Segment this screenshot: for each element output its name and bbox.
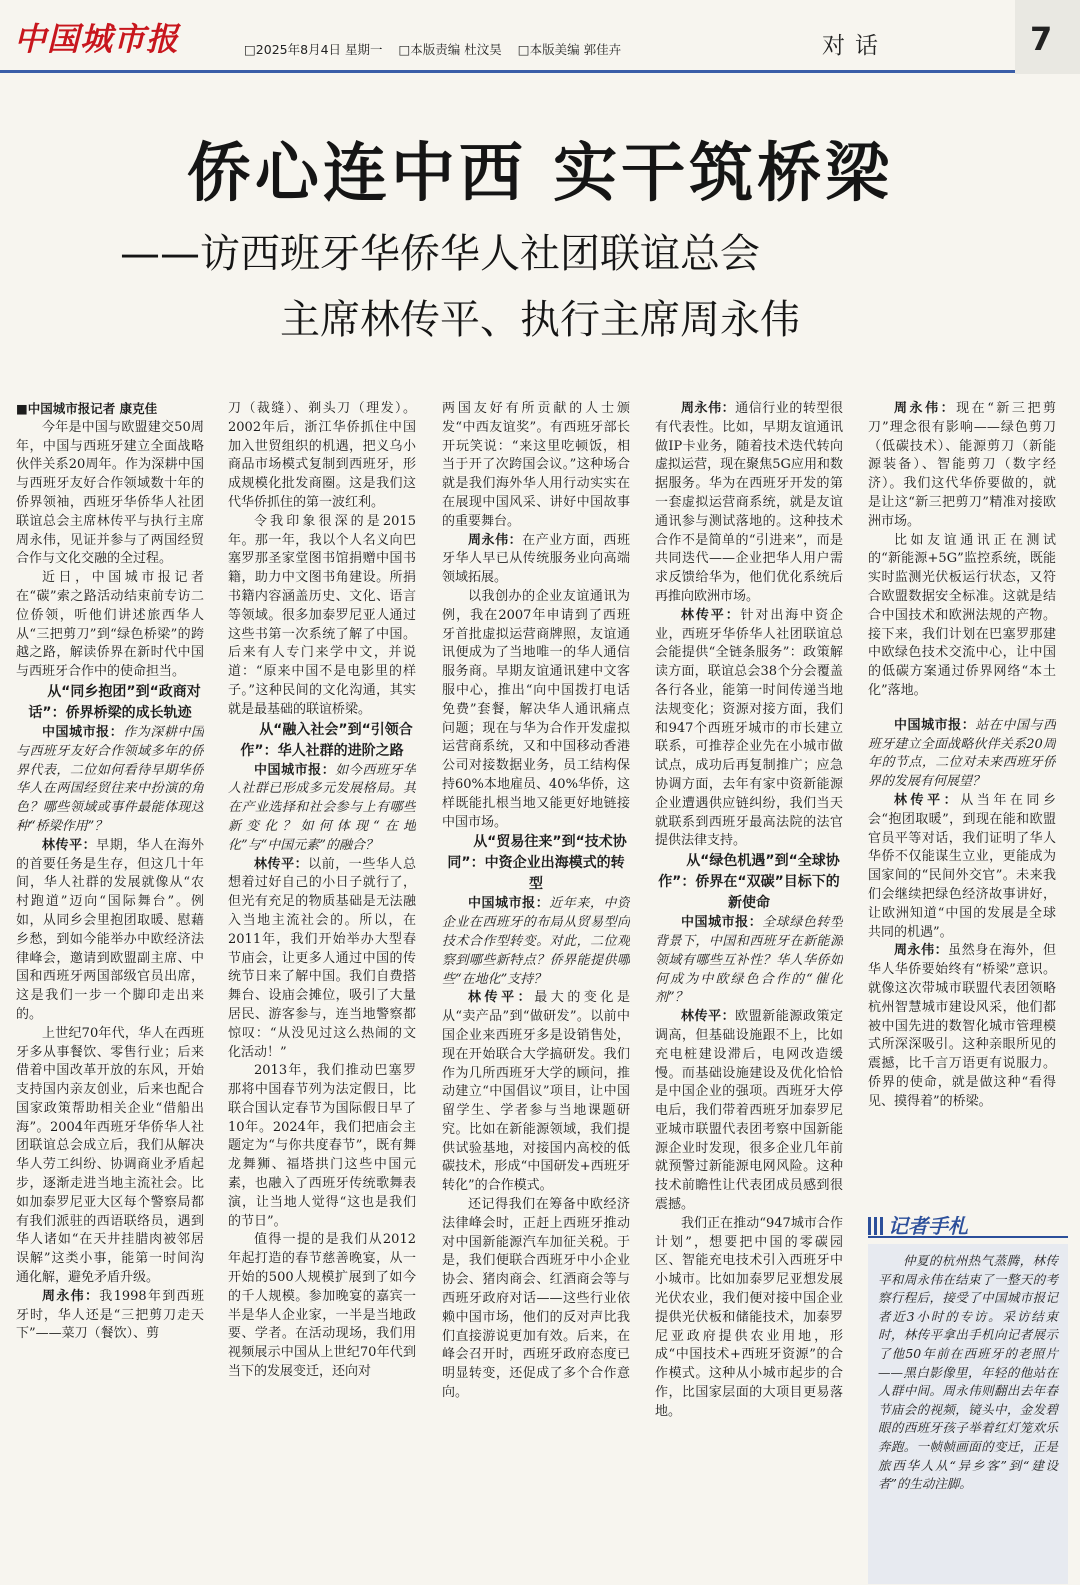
article-column-2 [228,400,416,1585]
speaker-label: 周永伟： [894,401,957,416]
section-heading: 从“同乡抱团”到“政商对话”：侨界桥梁的成长轨迹 [28,683,201,721]
section-name: 对话 [822,33,888,59]
answer-text: 针对出海中资企业，西班牙华侨华人社团联谊总会能提供“全链条服务”：政策解读方面，联谊总会38个分会覆盖各行各业，能第一时间传递当地法规变化；资源对接方面，我们和947个西班牙城市的市长建立联系，可推荐企业先在小城市做试点，成功后再复制推广；应急协调方面，去年有家中资新能源企业遭遇供应链纠纷，我们当天就联系到西班牙最高法院的法官提供法律支持。 [655,607,843,849]
answer-paragraph [442,532,630,588]
answer-text: 以前，一些华人总想着过好自己的小日子就行了，但光有充足的物质基础是无法融入当地主流社会的。所以，在2011年，我们开始举办大型春节庙会，让更多人通过中国的传统节日来了解中国。我们自费搭舞台、设庙会摊位，吸引了大量居民、游客参与，连当地警察都惊叹：“从没见过这么热闹的文化活动！” [228,856,416,1060]
answer-paragraph [16,837,204,1025]
answer-text: 欧盟新能源政策定调高，但基础设施跟不上，比如充电桩建设滞后，电网改造缓慢。而基础设施建设及优化恰恰是中国企业的强项。西班牙大停电后，我们带着西班牙加泰罗尼亚城市联盟代表团考察中国新能源企业时发现，很多企业几年前就预警过新能源电网风险。这种技术前瞻性让代表团成员感到很震撼。 [655,1009,843,1213]
answer-text: 虽然身在海外，但华人华侨要始终有“桥梁”意识。就像这次带城市联盟代表团领略杭州智慧城市建设风采，他们都被中国先进的数智化城市管理模式所深深吸引。这种亲眼所见的震撼，比千言万语更有说服力。侨界的使命，就是做这种“看得见、摸得着”的桥梁。 [868,943,1056,1109]
section-heading: 从“绿色机遇”到“全球协作”：侨界在“双碳”目标下的新使命 [658,853,840,912]
question-paragraph [16,724,204,837]
paragraph: 值得一提的是我们从2012年起打造的春节慈善晚宴，从一开始的500人规模扩展到了如今的千人规模。参加晚宴的嘉宾一半是华人企业家，一半是当地政要、学者。在活动现场，我们用视频展示中国从上世纪70年代到当下的发展变迁，还向对 [228,1232,416,1380]
answer-paragraph [868,792,1056,942]
article-column-1 [16,400,204,1585]
answer-paragraph [442,989,630,1196]
answer-text: 在产业方面，西班牙华人早已从传统服务业向高端领域拓展。 [442,532,630,586]
issue-info [244,40,633,58]
paragraph: 2013年，我们推动巴塞罗那将中国春节列为法定假日，比联合国认定春节为国际假日早了10年。2024年，我们把庙会主题定为“与你共度春节”，既有舞龙舞狮、福塔拱门这些中国元素，也融入了西班牙传统歌舞表演，让当地人觉得“这也是我们的节日”。 [228,1063,416,1229]
speaker-label: 周永伟： [42,1288,100,1304]
question-text: 近年来，中资企业在西班牙的布局从贸易型向技术合作型转变。对此，二位观察到哪些新特点？侨界能提供哪些“在地化”支持？ [442,896,630,987]
speaker-label: 周永伟： [894,943,949,959]
paragraph: 令我印象很深的是2015年。那一年，我以个人名义向巴塞罗那圣家堂图书馆捐赠中国书籍，助力中文图书角建设。所捐书籍内容涵盖历史、文化、语言等领域。很多加泰罗尼亚人通过这些书第一次系统了解了中国。后来有人专门来学中文，并说道：“原来中国不是电影里的样子。”这种民间的文化沟通，其实就是最基础的联谊桥梁。 [228,513,416,717]
header-rule [0,70,1015,73]
page-number: 7 [1030,20,1053,58]
paragraph: 上世纪70年代，华人在西班牙多从事餐饮、零售行业；后来借着中国改革开放的东风，开始支持国内亲友创业，后来也配合国家政策帮助相关企业“借船出海”。2004年西班牙华侨华人社团联谊总会成立后，我们从解决华人劳工纠纷、协调商业矛盾起步，逐渐走进当地主流社会。比如加泰罗尼亚大区每个警察局都有我们派驻的西语联络员，遇到华人诸如“在天井挂腊肉被邻居误解”这类小事，能第一时间沟通化解，避免矛盾升级。 [16,1025,204,1286]
speaker-label: 林传平： [894,792,961,808]
paragraph: 我们正在推动“947城市合作计划”，想要把中国的零碳园区、智能充电技术引入西班牙中小城市。比如加泰罗尼亚想发展光伏农业，我们便对接中国企业提供光伏板和储能技术，加泰罗尼亚政府提供农业用地，形成“中国技术+西班牙资源”的合作模式。这种从小城市起步的合作，比国家层面的大项目更易落地。 [655,1215,843,1419]
masthead [0,0,1080,74]
reporters-notes-title: 记者手札 [888,1214,968,1238]
section-heading: 从“融入社会”到“引领合作”：华人社群的进阶之路 [240,721,413,759]
answer-paragraph [228,856,416,1063]
question-text: 站在中国与西班牙建立全面战略伙伴关系20周年的节点，二位对未来西班牙侨界的发展有何展望？ [868,717,1056,790]
paragraph: 比如友谊通讯正在测试的“新能源+5G”监控系统，既能实时监测光伏板运行状态，又符合欧盟数据安全标准。这就是结合中国技术和欧洲法规的产物。接下来，我们计划在巴塞罗那建中欧绿色技术交流中心，让中国的低碳方案通过侨界网络“本土化”落地。 [868,532,1056,698]
answer-paragraph [16,1288,204,1344]
paragraph: 以我创办的企业友谊通讯为例，我在2007年申请到了西班牙首批虚拟运营商牌照，友谊通讯便成为了当地唯一的华人通信服务商。早期友谊通讯建中文客服中心，推出“向中国拨打电话免费”套餐，解决华人通讯痛点问题；现在与华为合作开发虚拟运营商系统，又和中国移动香港公司对接数据业务，员工结构保持60%本地雇员、40%华侨，这样既能扎根当地又能更好地链接中国市场。 [442,588,630,830]
issue-date: □2025年8月4日 星期一 [244,42,383,57]
speaker-label: 林传平： [681,607,741,623]
speaker-label: 林传平： [254,856,309,872]
answer-text: 通信行业的转型很有代表性。比如，早期友谊通讯做IP卡业务，随着技术迭代转向虚拟运营，现在聚焦5G应用和数据服务。华为在西班牙开发的第一套虚拟运营商系统，就是友谊通讯参与测试落地的。这种技术合作不是简单的“引进来”，而是共同迭代——企业把华人用户需求反馈给华为，他们优化系统后再推向欧洲市场。 [655,401,843,604]
answer-text: 早期，华人在海外的首要任务是生存，但这几十年间，华人社群的发展就像从“农村跑道”迈向“国际舞台”。例如，从同乡会里抱团取暖、慰藉乡愁，到如今能举办中欧经济法律峰会，邀请到欧盟副主席、中国和西班牙两国部级官员出席，这是我们一步一个脚印走出来的。 [16,837,204,1022]
question-paragraph [655,914,843,1008]
subheadline-line-1: ——访西班牙华侨华人社团联谊总会 [120,231,760,277]
speaker-label: 中国城市报： [681,915,763,931]
answer-paragraph [655,1008,843,1215]
article-column-4 [655,400,843,1585]
paragraph: 今年是中国与欧盟建交50周年，中国与西班牙建立全面战略伙伴关系20周年。作为深耕中国与西班牙友好合作领域数十年的侨界领袖，西班牙华侨华人社团联谊总会主席林传平与执行主席周永伟，见证并参与了两国经贸合作与文化交融的全过程。 [16,419,204,567]
question-paragraph [442,895,630,989]
speaker-label: 周永伟： [468,532,523,548]
answer-text: 从当年在同乡会“抱团取暖”，到现在能和欧盟官员平等对话，我们证明了华人华侨不仅能谋生立业，更能成为国家间的“民间外交官”。未来我们会继续把绿色经济故事讲好，让欧洲知道“中国的发展是全球共同的机遇”。 [868,792,1056,940]
paragraph: 刀（裁缝）、剃头刀（理发）。2002年后，浙江华侨抓住中国加入世贸组织的机遇，把义乌小商品市场模式复制到西班牙，形成规模化批发商圈。这是我们这代华侨抓住的第一波红利。 [228,401,416,510]
answer-text: 最大的变化是从“卖产品”到“做研发”。以前中国企业来西班牙多是设销售处，现在开始联合大学搞研发。我们作为几所西班牙大学的顾问，推动建立“中国倡议”项目，让中国留学生、学者参与当地课题研究。比如在新能源领域，我们提供试验基地，对接国内高校的低碳技术，形成“中国研发+西班牙转化”的合作模式。 [442,990,630,1194]
answer-paragraph [868,400,1056,532]
answer-paragraph [655,400,843,607]
stripe-icon [868,1217,884,1235]
newspaper-logo: 中国城市报 [14,20,180,58]
speaker-label: 中国城市报： [894,717,976,733]
answer-paragraph [655,607,843,851]
speaker-label: 中国城市报： [468,896,550,912]
paragraph: 还记得我们在筹备中欧经济法律峰会时，正赶上西班牙推动对中国新能源汽车加征关税。于是，我们便联合西班牙中小企业协会、猪肉商会、红酒商会等与西班牙政府对话——这些行业依赖中国市场，他们的反对声比我们直接游说更加有效。后来，在峰会召开时，西班牙政府态度已明显转变，还促成了多个合作意向。 [442,1197,630,1401]
byline: ■中国城市报记者 康克佳 [16,401,158,416]
speaker-label: 林传平： [681,1009,736,1025]
page-designer: □本版美编 郭佳卉 [517,42,622,57]
speaker-label: 中国城市报： [42,724,124,740]
page-editor: □本版责编 杜汶昊 [398,42,502,57]
question-paragraph [868,717,1056,792]
paragraph: 近日，中国城市报记者在“碳”索之路活动结束前专访二位侨领，听他们讲述旅西华人从“三把剪刀”到“绿色桥梁”的跨越之路，解读侨界在新时代中国与西班牙合作中的使命担当。 [16,570,204,680]
question-text: 作为深耕中国与西班牙友好合作领域多年的侨界代表，二位如何看待早期华侨华人在两国经贸往来中扮演的角色？哪些领域或事件最能体现这种“桥梁作用”？ [16,724,204,834]
speaker-label: 林传平： [468,990,535,1006]
question-text: 全球绿色转型背景下，中国和西班牙在新能源领域有哪些互补性？华人华侨如何成为中欧绿色合作的“催化剂”？ [655,915,843,1006]
question-text: 如今西班牙华人社群已形成多元发展格局。其在产业选择和社会参与上有哪些新变化？如何体现“在地化”与“中国元素”的融合？ [228,762,416,853]
reporters-notes [868,1210,1068,1584]
subheadline-line-2: 主席林传平、执行主席周永伟 [280,297,800,343]
article-column-5 [868,400,1056,1200]
reporters-notes-box [868,1244,1068,1584]
paragraph: 两国友好有所贡献的人士颁发“中西友谊奖”。有西班牙部长开玩笑说：“来这里吃顿饭，相当于开了次跨国会议。”这种场合就是我们海外华人用行动实实在在展现中国风采、讲好中国故事的重要舞台。 [442,401,630,529]
section-heading: 从“贸易往来”到“技术协同”：中资企业出海模式的转型 [447,834,627,893]
reporters-notes-heading [868,1210,1068,1238]
answer-text: 我1998年到西班牙时，华人还是“三把剪刀走天下”——菜刀（餐饮）、剪 [16,1288,204,1342]
speaker-label: 周永伟： [681,401,736,416]
reporters-notes-text: 仲夏的杭州热气蒸腾，林传平和周永伟在结束了一整天的考察行程后，接受了中国城市报记者近3小时的专访。采访结束时，林传平拿出手机向记者展示了他50年前在西班牙的老照片——黑白影像里，年轻的他站在人群中间。周永伟则翻出去年春节庙会的视频，镜头中，金发碧眼的西班牙孩子举着红灯笼欢乐奔跑。一帧帧画面的变迁，正是旅西华人从“异乡客”到“建设者”的生动注脚。 [878,1253,1058,1492]
answer-text: 现在“新三把剪刀”理念很有影响——绿色剪刀（低碳技术）、能源剪刀（新能源装备）、智能剪刀（数字经济）。我们这代华侨要做的，就是让这“新三把剪刀”精准对接欧洲市场。 [868,401,1056,529]
question-paragraph [228,762,416,856]
headline: 侨心连中西 实干筑桥梁 [186,136,894,211]
speaker-label: 中国城市报： [254,762,336,778]
answer-paragraph [868,942,1056,1111]
speaker-label: 林传平： [42,837,97,853]
article-column-3 [442,400,630,1585]
